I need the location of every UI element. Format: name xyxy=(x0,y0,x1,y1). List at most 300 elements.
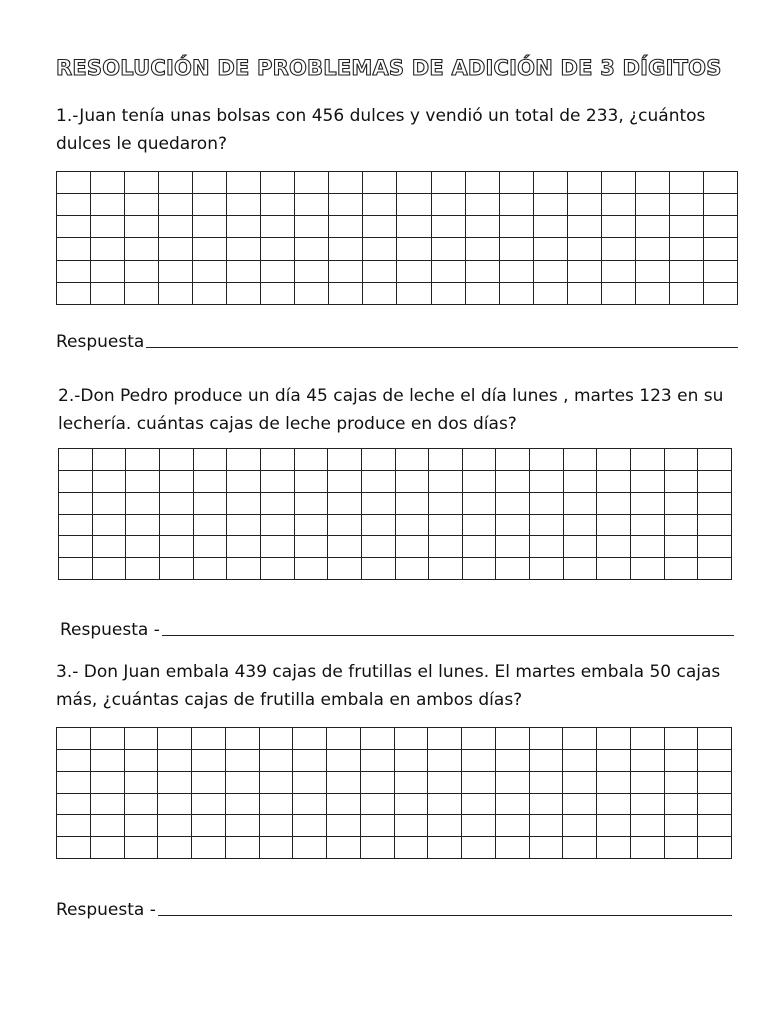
grid-cell[interactable] xyxy=(665,558,699,580)
grid-cell[interactable] xyxy=(193,238,227,260)
grid-cell[interactable] xyxy=(362,471,396,493)
grid-cell[interactable] xyxy=(631,794,665,816)
grid-cell[interactable] xyxy=(193,283,227,305)
grid-cell[interactable] xyxy=(698,750,732,772)
grid-cell[interactable] xyxy=(597,815,631,837)
grid-cell[interactable] xyxy=(328,449,362,471)
grid-cell[interactable] xyxy=(57,728,91,750)
grid-cell[interactable] xyxy=(328,471,362,493)
grid-cell[interactable] xyxy=(631,837,665,859)
grid-cell[interactable] xyxy=(429,515,463,537)
grid-cell[interactable] xyxy=(160,558,194,580)
problem-3-answer-line[interactable] xyxy=(158,915,732,916)
grid-cell[interactable] xyxy=(329,283,363,305)
grid-cell[interactable] xyxy=(226,815,260,837)
grid-cell[interactable] xyxy=(395,794,429,816)
grid-cell[interactable] xyxy=(227,449,261,471)
grid-cell[interactable] xyxy=(91,772,125,794)
grid-cell[interactable] xyxy=(260,837,294,859)
grid-cell[interactable] xyxy=(602,216,636,238)
grid-cell[interactable] xyxy=(327,728,361,750)
grid-cell[interactable] xyxy=(125,216,159,238)
grid-cell[interactable] xyxy=(57,283,91,305)
grid-cell[interactable] xyxy=(704,172,738,194)
grid-cell[interactable] xyxy=(428,815,462,837)
grid-cell[interactable] xyxy=(636,172,670,194)
grid-cell[interactable] xyxy=(125,261,159,283)
grid-cell[interactable] xyxy=(496,772,530,794)
grid-cell[interactable] xyxy=(91,815,125,837)
grid-cell[interactable] xyxy=(361,772,395,794)
grid-cell[interactable] xyxy=(327,815,361,837)
grid-cell[interactable] xyxy=(568,283,602,305)
grid-cell[interactable] xyxy=(158,837,192,859)
grid-cell[interactable] xyxy=(126,449,160,471)
grid-cell[interactable] xyxy=(665,493,699,515)
grid-cell[interactable] xyxy=(363,261,397,283)
grid-cell[interactable] xyxy=(665,515,699,537)
grid-cell[interactable] xyxy=(93,471,127,493)
grid-cell[interactable] xyxy=(293,815,327,837)
grid-cell[interactable] xyxy=(160,449,194,471)
grid-cell[interactable] xyxy=(428,728,462,750)
grid-cell[interactable] xyxy=(397,172,431,194)
grid-cell[interactable] xyxy=(93,536,127,558)
grid-cell[interactable] xyxy=(496,493,530,515)
grid-cell[interactable] xyxy=(500,216,534,238)
grid-cell[interactable] xyxy=(57,172,91,194)
grid-cell[interactable] xyxy=(158,772,192,794)
grid-cell[interactable] xyxy=(361,794,395,816)
grid-cell[interactable] xyxy=(327,772,361,794)
grid-cell[interactable] xyxy=(698,449,732,471)
grid-cell[interactable] xyxy=(564,558,598,580)
grid-cell[interactable] xyxy=(329,194,363,216)
grid-cell[interactable] xyxy=(568,261,602,283)
grid-cell[interactable] xyxy=(261,536,295,558)
grid-cell[interactable] xyxy=(568,238,602,260)
grid-cell[interactable] xyxy=(363,172,397,194)
grid-cell[interactable] xyxy=(704,194,738,216)
grid-cell[interactable] xyxy=(395,750,429,772)
grid-cell[interactable] xyxy=(463,515,497,537)
grid-cell[interactable] xyxy=(194,536,228,558)
grid-cell[interactable] xyxy=(670,172,704,194)
grid-cell[interactable] xyxy=(57,772,91,794)
grid-cell[interactable] xyxy=(563,728,597,750)
grid-cell[interactable] xyxy=(462,837,496,859)
grid-cell[interactable] xyxy=(564,536,598,558)
grid-cell[interactable] xyxy=(432,261,466,283)
grid-cell[interactable] xyxy=(125,283,159,305)
grid-cell[interactable] xyxy=(363,216,397,238)
grid-cell[interactable] xyxy=(159,216,193,238)
grid-cell[interactable] xyxy=(327,837,361,859)
grid-cell[interactable] xyxy=(396,536,430,558)
grid-cell[interactable] xyxy=(429,493,463,515)
grid-cell[interactable] xyxy=(597,837,631,859)
grid-cell[interactable] xyxy=(295,471,329,493)
grid-cell[interactable] xyxy=(429,536,463,558)
grid-cell[interactable] xyxy=(91,194,125,216)
grid-cell[interactable] xyxy=(194,449,228,471)
grid-cell[interactable] xyxy=(59,471,93,493)
grid-cell[interactable] xyxy=(534,216,568,238)
grid-cell[interactable] xyxy=(496,471,530,493)
grid-cell[interactable] xyxy=(193,194,227,216)
grid-cell[interactable] xyxy=(670,283,704,305)
grid-cell[interactable] xyxy=(602,194,636,216)
grid-cell[interactable] xyxy=(126,558,160,580)
grid-cell[interactable] xyxy=(530,815,564,837)
grid-cell[interactable] xyxy=(500,261,534,283)
grid-cell[interactable] xyxy=(159,283,193,305)
grid-cell[interactable] xyxy=(698,558,732,580)
grid-cell[interactable] xyxy=(362,449,396,471)
grid-cell[interactable] xyxy=(192,728,226,750)
grid-cell[interactable] xyxy=(563,772,597,794)
grid-cell[interactable] xyxy=(597,558,631,580)
grid-cell[interactable] xyxy=(227,194,261,216)
grid-cell[interactable] xyxy=(563,815,597,837)
grid-cell[interactable] xyxy=(530,750,564,772)
grid-cell[interactable] xyxy=(194,471,228,493)
grid-cell[interactable] xyxy=(194,515,228,537)
grid-cell[interactable] xyxy=(397,238,431,260)
grid-cell[interactable] xyxy=(261,558,295,580)
grid-cell[interactable] xyxy=(704,238,738,260)
grid-cell[interactable] xyxy=(631,449,665,471)
grid-cell[interactable] xyxy=(329,238,363,260)
grid-cell[interactable] xyxy=(192,794,226,816)
grid-cell[interactable] xyxy=(160,515,194,537)
grid-cell[interactable] xyxy=(158,750,192,772)
grid-cell[interactable] xyxy=(57,261,91,283)
grid-cell[interactable] xyxy=(432,216,466,238)
grid-cell[interactable] xyxy=(362,536,396,558)
grid-cell[interactable] xyxy=(597,515,631,537)
grid-cell[interactable] xyxy=(564,471,598,493)
grid-cell[interactable] xyxy=(293,837,327,859)
grid-cell[interactable] xyxy=(328,515,362,537)
grid-cell[interactable] xyxy=(463,536,497,558)
grid-cell[interactable] xyxy=(261,493,295,515)
grid-cell[interactable] xyxy=(670,194,704,216)
grid-cell[interactable] xyxy=(193,216,227,238)
grid-cell[interactable] xyxy=(57,815,91,837)
grid-cell[interactable] xyxy=(466,283,500,305)
grid-cell[interactable] xyxy=(534,194,568,216)
grid-cell[interactable] xyxy=(602,261,636,283)
grid-cell[interactable] xyxy=(496,536,530,558)
grid-cell[interactable] xyxy=(496,449,530,471)
grid-cell[interactable] xyxy=(534,172,568,194)
grid-cell[interactable] xyxy=(698,794,732,816)
grid-cell[interactable] xyxy=(227,558,261,580)
grid-cell[interactable] xyxy=(363,283,397,305)
grid-cell[interactable] xyxy=(226,750,260,772)
grid-cell[interactable] xyxy=(59,449,93,471)
grid-cell[interactable] xyxy=(295,493,329,515)
grid-cell[interactable] xyxy=(227,261,261,283)
grid-cell[interactable] xyxy=(534,238,568,260)
grid-cell[interactable] xyxy=(704,216,738,238)
grid-cell[interactable] xyxy=(59,536,93,558)
grid-cell[interactable] xyxy=(665,471,699,493)
grid-cell[interactable] xyxy=(328,493,362,515)
grid-cell[interactable] xyxy=(395,815,429,837)
grid-cell[interactable] xyxy=(530,515,564,537)
grid-cell[interactable] xyxy=(462,815,496,837)
grid-cell[interactable] xyxy=(93,558,127,580)
grid-cell[interactable] xyxy=(631,558,665,580)
grid-cell[interactable] xyxy=(395,772,429,794)
grid-cell[interactable] xyxy=(500,172,534,194)
grid-cell[interactable] xyxy=(428,772,462,794)
grid-cell[interactable] xyxy=(57,194,91,216)
grid-cell[interactable] xyxy=(500,283,534,305)
grid-cell[interactable] xyxy=(125,172,159,194)
grid-cell[interactable] xyxy=(602,238,636,260)
grid-cell[interactable] xyxy=(93,515,127,537)
grid-cell[interactable] xyxy=(91,172,125,194)
grid-cell[interactable] xyxy=(159,172,193,194)
grid-cell[interactable] xyxy=(429,471,463,493)
grid-cell[interactable] xyxy=(226,794,260,816)
grid-cell[interactable] xyxy=(160,493,194,515)
grid-cell[interactable] xyxy=(59,558,93,580)
grid-cell[interactable] xyxy=(463,471,497,493)
grid-cell[interactable] xyxy=(530,728,564,750)
grid-cell[interactable] xyxy=(227,216,261,238)
grid-cell[interactable] xyxy=(670,238,704,260)
problem-2-answer[interactable] xyxy=(60,620,734,640)
grid-cell[interactable] xyxy=(158,815,192,837)
grid-cell[interactable] xyxy=(57,238,91,260)
grid-cell[interactable] xyxy=(361,837,395,859)
grid-cell[interactable] xyxy=(530,449,564,471)
grid-cell[interactable] xyxy=(602,172,636,194)
grid-cell[interactable] xyxy=(466,194,500,216)
grid-cell[interactable] xyxy=(397,216,431,238)
grid-cell[interactable] xyxy=(295,194,329,216)
grid-cell[interactable] xyxy=(432,172,466,194)
grid-cell[interactable] xyxy=(192,815,226,837)
grid-cell[interactable] xyxy=(698,815,732,837)
grid-cell[interactable] xyxy=(261,216,295,238)
grid-cell[interactable] xyxy=(261,283,295,305)
grid-cell[interactable] xyxy=(704,283,738,305)
grid-cell[interactable] xyxy=(466,261,500,283)
grid-cell[interactable] xyxy=(397,283,431,305)
grid-cell[interactable] xyxy=(59,515,93,537)
grid-cell[interactable] xyxy=(496,515,530,537)
grid-cell[interactable] xyxy=(665,728,699,750)
grid-cell[interactable] xyxy=(631,728,665,750)
grid-cell[interactable] xyxy=(362,558,396,580)
grid-cell[interactable] xyxy=(261,471,295,493)
grid-cell[interactable] xyxy=(396,515,430,537)
grid-cell[interactable] xyxy=(227,283,261,305)
grid-cell[interactable] xyxy=(158,728,192,750)
grid-cell[interactable] xyxy=(126,515,160,537)
grid-cell[interactable] xyxy=(93,493,127,515)
grid-cell[interactable] xyxy=(159,238,193,260)
grid-cell[interactable] xyxy=(194,493,228,515)
grid-cell[interactable] xyxy=(91,728,125,750)
grid-cell[interactable] xyxy=(295,515,329,537)
grid-cell[interactable] xyxy=(530,837,564,859)
grid-cell[interactable] xyxy=(564,515,598,537)
grid-cell[interactable] xyxy=(636,283,670,305)
grid-cell[interactable] xyxy=(462,772,496,794)
grid-cell[interactable] xyxy=(260,794,294,816)
grid-cell[interactable] xyxy=(57,216,91,238)
grid-cell[interactable] xyxy=(564,493,598,515)
grid-cell[interactable] xyxy=(563,837,597,859)
grid-cell[interactable] xyxy=(295,172,329,194)
grid-cell[interactable] xyxy=(429,558,463,580)
grid-cell[interactable] xyxy=(293,728,327,750)
grid-cell[interactable] xyxy=(160,471,194,493)
grid-cell[interactable] xyxy=(328,536,362,558)
grid-cell[interactable] xyxy=(125,238,159,260)
grid-cell[interactable] xyxy=(295,449,329,471)
grid-cell[interactable] xyxy=(631,750,665,772)
grid-cell[interactable] xyxy=(295,238,329,260)
grid-cell[interactable] xyxy=(631,493,665,515)
grid-cell[interactable] xyxy=(429,449,463,471)
grid-cell[interactable] xyxy=(530,536,564,558)
grid-cell[interactable] xyxy=(597,493,631,515)
grid-cell[interactable] xyxy=(704,261,738,283)
grid-cell[interactable] xyxy=(329,261,363,283)
grid-cell[interactable] xyxy=(126,493,160,515)
grid-cell[interactable] xyxy=(597,772,631,794)
problem-1-answer-line[interactable] xyxy=(146,347,738,348)
grid-cell[interactable] xyxy=(160,536,194,558)
grid-cell[interactable] xyxy=(396,471,430,493)
grid-cell[interactable] xyxy=(295,261,329,283)
grid-cell[interactable] xyxy=(500,238,534,260)
grid-cell[interactable] xyxy=(432,238,466,260)
grid-cell[interactable] xyxy=(466,216,500,238)
grid-cell[interactable] xyxy=(193,172,227,194)
grid-cell[interactable] xyxy=(91,283,125,305)
grid-cell[interactable] xyxy=(463,449,497,471)
grid-cell[interactable] xyxy=(597,471,631,493)
grid-cell[interactable] xyxy=(500,194,534,216)
grid-cell[interactable] xyxy=(665,837,699,859)
grid-cell[interactable] xyxy=(698,493,732,515)
grid-cell[interactable] xyxy=(463,558,497,580)
grid-cell[interactable] xyxy=(91,216,125,238)
grid-cell[interactable] xyxy=(362,515,396,537)
grid-cell[interactable] xyxy=(631,536,665,558)
grid-cell[interactable] xyxy=(227,515,261,537)
grid-cell[interactable] xyxy=(698,536,732,558)
grid-cell[interactable] xyxy=(432,283,466,305)
grid-cell[interactable] xyxy=(462,728,496,750)
grid-cell[interactable] xyxy=(602,283,636,305)
grid-cell[interactable] xyxy=(466,238,500,260)
grid-cell[interactable] xyxy=(462,794,496,816)
grid-cell[interactable] xyxy=(261,449,295,471)
grid-cell[interactable] xyxy=(192,772,226,794)
grid-cell[interactable] xyxy=(665,750,699,772)
grid-cell[interactable] xyxy=(295,558,329,580)
grid-cell[interactable] xyxy=(125,772,159,794)
grid-cell[interactable] xyxy=(395,837,429,859)
grid-cell[interactable] xyxy=(496,794,530,816)
grid-cell[interactable] xyxy=(363,194,397,216)
grid-cell[interactable] xyxy=(57,837,91,859)
grid-cell[interactable] xyxy=(396,493,430,515)
grid-cell[interactable] xyxy=(397,261,431,283)
grid-cell[interactable] xyxy=(568,194,602,216)
grid-cell[interactable] xyxy=(396,449,430,471)
grid-cell[interactable] xyxy=(530,471,564,493)
grid-cell[interactable] xyxy=(159,261,193,283)
grid-cell[interactable] xyxy=(631,772,665,794)
grid-cell[interactable] xyxy=(126,536,160,558)
grid-cell[interactable] xyxy=(260,772,294,794)
grid-cell[interactable] xyxy=(125,728,159,750)
grid-cell[interactable] xyxy=(125,837,159,859)
grid-cell[interactable] xyxy=(462,750,496,772)
grid-cell[interactable] xyxy=(530,794,564,816)
grid-cell[interactable] xyxy=(631,815,665,837)
grid-cell[interactable] xyxy=(295,216,329,238)
grid-cell[interactable] xyxy=(226,772,260,794)
grid-cell[interactable] xyxy=(597,794,631,816)
grid-cell[interactable] xyxy=(432,194,466,216)
grid-cell[interactable] xyxy=(327,794,361,816)
grid-cell[interactable] xyxy=(261,172,295,194)
grid-cell[interactable] xyxy=(665,772,699,794)
grid-cell[interactable] xyxy=(670,261,704,283)
grid-cell[interactable] xyxy=(665,815,699,837)
problem-1-answer[interactable] xyxy=(56,332,738,352)
grid-cell[interactable] xyxy=(260,728,294,750)
grid-cell[interactable] xyxy=(192,837,226,859)
grid-cell[interactable] xyxy=(192,750,226,772)
grid-cell[interactable] xyxy=(295,283,329,305)
problem-1-work-grid[interactable] xyxy=(56,171,738,305)
grid-cell[interactable] xyxy=(496,750,530,772)
grid-cell[interactable] xyxy=(194,558,228,580)
grid-cell[interactable] xyxy=(261,515,295,537)
grid-cell[interactable] xyxy=(597,728,631,750)
grid-cell[interactable] xyxy=(496,837,530,859)
grid-cell[interactable] xyxy=(530,772,564,794)
grid-cell[interactable] xyxy=(227,238,261,260)
grid-cell[interactable] xyxy=(665,536,699,558)
grid-cell[interactable] xyxy=(397,194,431,216)
grid-cell[interactable] xyxy=(698,772,732,794)
grid-cell[interactable] xyxy=(91,261,125,283)
grid-cell[interactable] xyxy=(631,515,665,537)
grid-cell[interactable] xyxy=(463,493,497,515)
grid-cell[interactable] xyxy=(530,493,564,515)
grid-cell[interactable] xyxy=(226,728,260,750)
grid-cell[interactable] xyxy=(396,558,430,580)
grid-cell[interactable] xyxy=(57,750,91,772)
grid-cell[interactable] xyxy=(631,471,665,493)
grid-cell[interactable] xyxy=(428,794,462,816)
grid-cell[interactable] xyxy=(698,515,732,537)
grid-cell[interactable] xyxy=(91,238,125,260)
